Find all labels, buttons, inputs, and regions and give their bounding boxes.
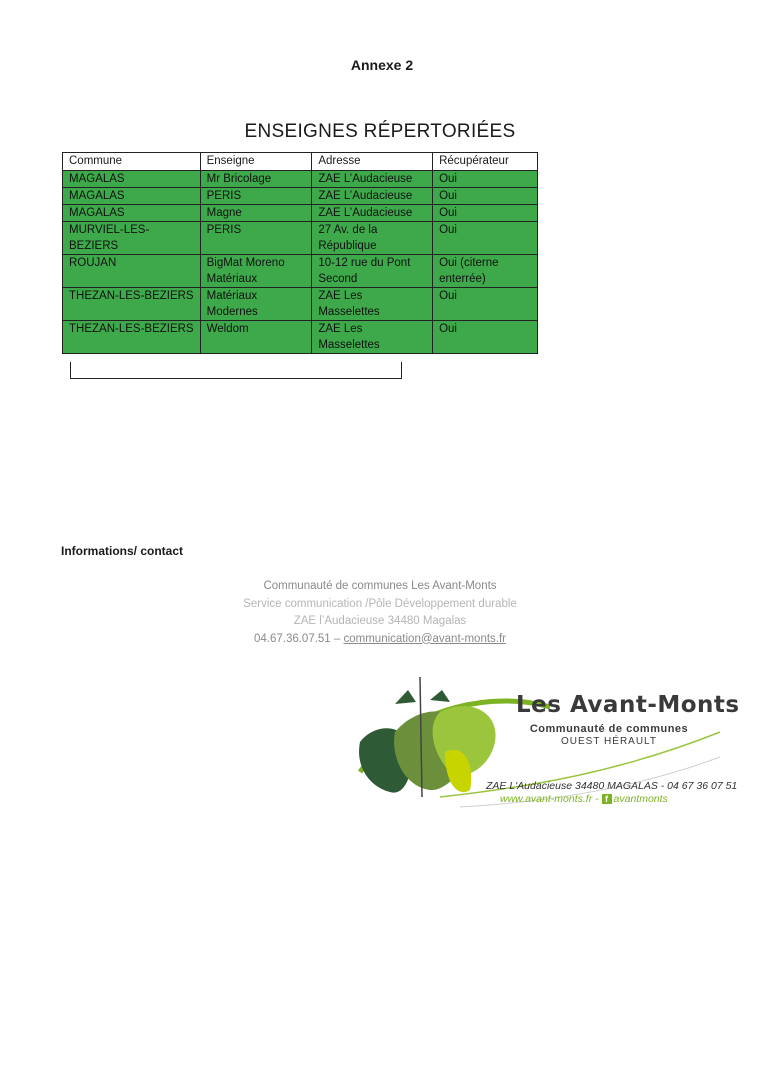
table-row bbox=[63, 255, 538, 288]
cell-commune: THEZAN-LES-BEZIERS bbox=[63, 288, 201, 321]
cell-recuperateur: Oui bbox=[433, 171, 538, 188]
cell-adresse: 27 Av. de la République bbox=[312, 222, 433, 255]
cell-commune: MAGALAS bbox=[63, 171, 201, 188]
brands-table bbox=[62, 152, 538, 354]
header-enseigne: Enseigne bbox=[200, 153, 312, 171]
contact-org: Communauté de communes Les Avant-Monts bbox=[263, 580, 497, 592]
table-row bbox=[63, 288, 538, 321]
cell-recuperateur: Oui (citerne enterrée) bbox=[433, 255, 538, 288]
contact-block bbox=[180, 578, 580, 648]
page-title: ENSEIGNES RÉPERTORIÉES bbox=[244, 121, 516, 142]
cell-commune: MAGALAS bbox=[63, 205, 201, 222]
cell-recuperateur: Oui bbox=[433, 321, 538, 354]
table-row bbox=[63, 321, 538, 354]
header-adresse: Adresse bbox=[312, 153, 433, 171]
brand-subtitle: Communauté de communes bbox=[529, 723, 689, 735]
cell-enseigne: Magne bbox=[200, 205, 312, 222]
cell-recuperateur: Oui bbox=[433, 205, 538, 222]
cell-commune: MAGALAS bbox=[63, 188, 201, 205]
contact-address: ZAE l’Audacieuse 34480 Magalas bbox=[293, 615, 467, 627]
empty-box bbox=[70, 362, 402, 379]
table-row bbox=[63, 222, 538, 255]
cell-commune: MURVIEL-LES-BEZIERS bbox=[63, 222, 201, 255]
cell-commune: THEZAN-LES-BEZIERS bbox=[63, 321, 201, 354]
contact-line bbox=[180, 631, 580, 649]
contact-phone: 04.67.36.07.51 – bbox=[253, 632, 344, 645]
cell-recuperateur: Oui bbox=[433, 188, 538, 205]
info-heading: Informations/ contact bbox=[61, 544, 184, 558]
logo-flag-left bbox=[395, 690, 416, 704]
facebook-icon: f bbox=[602, 794, 612, 804]
brand-region: OUEST HÉRAULT bbox=[561, 736, 657, 747]
cell-enseigne: Weldom bbox=[200, 321, 312, 354]
header-recuperateur: Récupérateur bbox=[433, 153, 538, 171]
table-row bbox=[63, 188, 538, 205]
contact-service: Service communication /Pôle Développement durable bbox=[243, 597, 517, 610]
cell-adresse: ZAE Les Masselettes bbox=[312, 321, 433, 354]
cell-enseigne: PERIS bbox=[200, 222, 312, 255]
cell-enseigne: PERIS bbox=[200, 188, 312, 205]
logo-web-line bbox=[500, 793, 668, 805]
cell-enseigne: Matériaux Modernes bbox=[200, 288, 312, 321]
cell-adresse: ZAE L’Audacieuse bbox=[312, 205, 433, 222]
facebook-handle[interactable]: avantmonts bbox=[613, 793, 668, 805]
cell-adresse: ZAE L’Audacieuse bbox=[312, 171, 433, 188]
annex-label: Annexe 2 bbox=[350, 57, 414, 73]
brand-name: Les Avant-Monts bbox=[516, 692, 740, 718]
cell-enseigne: BigMat Moreno Matériaux bbox=[200, 255, 312, 288]
contact-email-link[interactable]: communication@avant-monts.fr bbox=[343, 632, 507, 645]
header-commune: Commune bbox=[63, 153, 201, 171]
table-header-row bbox=[63, 153, 538, 171]
table-row bbox=[63, 171, 538, 188]
cell-enseigne: Mr Bricolage bbox=[200, 171, 312, 188]
cell-recuperateur: Oui bbox=[433, 222, 538, 255]
cell-adresse: ZAE L’Audacieuse bbox=[312, 188, 433, 205]
logo-flag-right bbox=[430, 690, 450, 702]
cell-commune: ROUJAN bbox=[63, 255, 201, 288]
cell-recuperateur: Oui bbox=[433, 288, 538, 321]
cell-adresse: ZAE Les Masselettes bbox=[312, 288, 433, 321]
cell-adresse: 10-12 rue du Pont Second bbox=[312, 255, 433, 288]
logo-address: ZAE L'Audacieuse 34480 MAGALAS - 04 67 36 07 51 bbox=[486, 780, 738, 792]
table-row bbox=[63, 205, 538, 222]
website-link[interactable]: www.avant-monts.fr - bbox=[500, 793, 602, 805]
